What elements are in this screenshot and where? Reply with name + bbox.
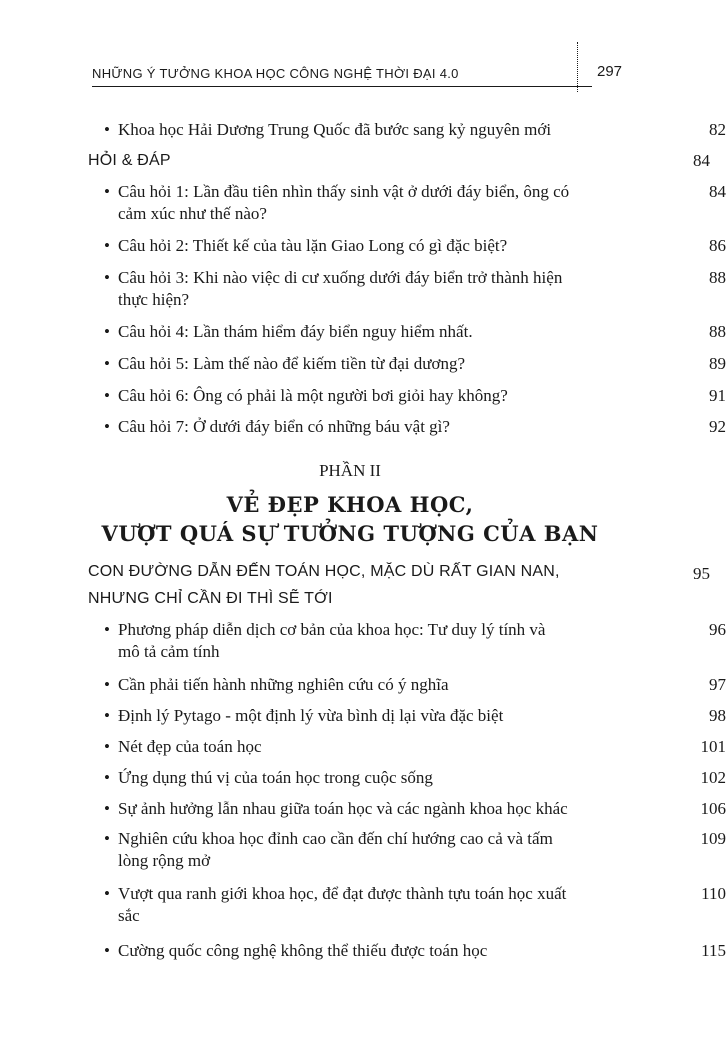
bullet-icon: • [104,620,110,639]
bullet-icon: • [104,884,110,903]
bullet-icon: • [104,706,110,725]
toc-entry[interactable] [104,705,726,727]
bullet-icon: • [104,120,110,139]
toc-entry-title: Sự ảnh hưởng lẫn nhau giữa toán học và các ngành khoa học khác [118,799,568,818]
toc-section[interactable] [88,558,710,612]
bullet-icon: • [104,941,110,960]
toc-entry[interactable] [104,798,726,820]
toc-entry-page: 110 [701,884,726,903]
header-divider [577,42,578,92]
toc-entry-page: 88 [709,322,726,341]
bullet-icon: • [104,268,110,287]
toc-entry-title: Định lý Pytago - một định lý vừa bình dị lại vừa đặc biệt [118,706,504,725]
toc-entry-title: Câu hỏi 1: Lần đầu tiên nhìn thấy sinh vật ở dưới đáy biển, ông có cảm xúc như thế nào? [118,182,570,223]
toc-entry-title: Câu hỏi 7: Ở dưới đáy biển có những báu vật gì? [118,417,450,436]
bullet-icon: • [104,829,110,848]
toc-entry-page: 106 [700,799,726,818]
toc-entry-page: 109 [700,829,726,848]
toc-entry-title: Vượt qua ranh giới khoa học, để đạt được thành tựu toán học xuất sắc [118,884,567,925]
toc-entry-page: 97 [709,675,726,694]
toc-entry-title: Câu hỏi 2: Thiết kế của tàu lặn Giao Long có gì đặc biệt? [118,236,508,255]
toc-entry-title: Cường quốc công nghệ không thể thiếu được toán học [118,941,488,960]
toc-entry-page: 82 [709,120,726,139]
part-label: PHẦN II [319,461,381,480]
toc-entry-page: 98 [709,706,726,725]
toc-entry-title: Câu hỏi 6: Ông có phải là một người bơi giỏi hay không? [118,386,508,405]
toc-entry-title: Cần phải tiến hành những nghiên cứu có ý nghĩa [118,675,449,694]
bullet-icon: • [104,675,110,694]
toc-entry-page: 95 [693,564,710,583]
bullet-icon: • [104,182,110,201]
toc-entry-page: 89 [709,354,726,373]
toc-entry-title: Câu hỏi 4: Lần thám hiểm đáy biển nguy hiểm nhất. [118,322,473,341]
toc-entry-page: 115 [701,941,726,960]
bullet-icon: • [104,417,110,436]
toc-entry[interactable] [104,119,726,141]
toc-entry-title: Khoa học Hải Dương Trung Quốc đã bước sang kỷ nguyên mới [118,120,552,139]
toc-entry-title: Câu hỏi 5: Làm thế nào để kiếm tiền từ đại dương? [118,354,466,373]
page-number: 297 [597,63,623,80]
bullet-icon: • [104,768,110,787]
bullet-icon: • [104,354,110,373]
toc-entry-title: Nghiên cứu khoa học đỉnh cao cần đến chí hướng cao cả và tấm lòng rộng mở [118,829,553,870]
toc-entry-page: 84 [693,151,710,170]
toc-entry[interactable] [104,235,726,257]
toc-entry[interactable] [104,353,726,375]
toc-entry[interactable] [104,674,726,696]
toc-entry-page: 86 [709,236,726,255]
toc-entry-title: Phương pháp diễn dịch cơ bản của khoa học: Tư duy lý tính và mô tả cảm tính [118,620,546,661]
toc-entry-page: 91 [709,386,726,405]
toc-entry[interactable] [104,619,726,663]
bullet-icon: • [104,799,110,818]
book-title-header: NHỮNG Ý TƯỞNG KHOA HỌC CÔNG NGHỆ THỜI ĐẠI 4.0 [92,66,459,81]
toc-entry[interactable] [104,385,726,407]
toc-entry-page: 88 [709,268,726,287]
toc-entry[interactable] [104,321,726,343]
toc-entry[interactable] [104,736,726,758]
toc-entry[interactable] [104,883,726,927]
running-header [92,60,592,87]
toc-entry-page: 96 [709,620,726,639]
toc-entry-page: 101 [700,737,726,756]
toc-entry-title: Câu hỏi 3: Khi nào việc di cư xuống dưới đáy biển trở thành hiện thực hiện? [118,268,563,309]
toc-section[interactable] [88,150,710,172]
toc-entry[interactable] [104,416,726,438]
toc-entry[interactable] [104,181,726,225]
bullet-icon: • [104,737,110,756]
toc-entry-page: 84 [709,182,726,201]
toc-entry-title: Ứng dụng thú vị của toán học trong cuộc sống [118,768,433,787]
toc-entry-page: 92 [709,417,726,436]
bullet-icon: • [104,386,110,405]
bullet-icon: • [104,322,110,341]
toc-entry[interactable] [104,267,726,311]
part-title-line1: VẺ ĐẸP KHOA HỌC, [226,492,474,517]
toc-section-title: HỎI & ĐÁP [88,152,171,169]
bullet-icon: • [104,236,110,255]
toc-entry-title: Nét đẹp của toán học [118,737,262,756]
toc-entry-page: 102 [700,768,726,787]
toc-entry[interactable] [104,828,726,872]
toc-entry[interactable] [104,767,726,789]
toc-entry[interactable] [104,940,726,962]
part-title-line2: VƯỢT QUÁ SỰ TƯỞNG TƯỢNG CỦA BẠN [101,521,599,546]
toc-section-title: CON ĐƯỜNG DẪN ĐẾN TOÁN HỌC, MẶC DÙ RẤT GIAN NAN, NHƯNG CHỈ CẦN ĐI THÌ SẼ TỚI [88,563,560,607]
